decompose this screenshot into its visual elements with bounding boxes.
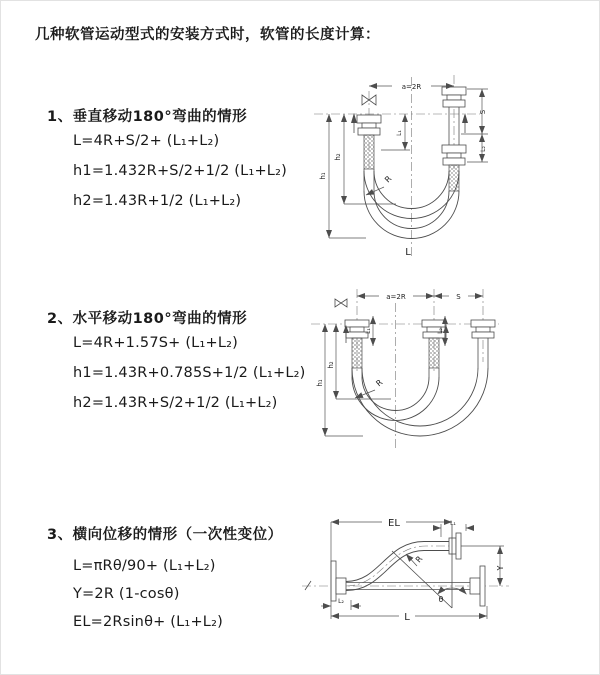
centerlines <box>311 289 499 449</box>
dim-label-l1: L₁ <box>365 328 372 334</box>
dim-label-h1: h₁ <box>319 172 327 180</box>
hose-u-bends <box>352 368 488 436</box>
section-3-formula-EL: EL=2Rsinθ+ (L₁+L₂) <box>73 614 223 630</box>
valve-icon <box>335 299 347 307</box>
dimensions <box>316 293 483 436</box>
diagram-horizontal-180-bend <box>299 277 599 467</box>
left-flange <box>331 561 346 601</box>
section-2-formula-h1: h1=1.43R+0.785S+1/2 (L₁+L₂) <box>73 365 306 381</box>
dim-label-l2: L₂ <box>480 146 487 152</box>
dim-label-a2r: a=2R <box>386 293 406 301</box>
diagram-lateral-displacement <box>294 499 599 654</box>
upper-flange <box>449 533 461 559</box>
dim-label-h2: h₂ <box>327 361 335 369</box>
section-1-formula-L: L=4R+S/2+ (L₁+L₂) <box>73 133 220 149</box>
dim-label-l2: L₂ <box>338 598 344 605</box>
page-title: 几种软管运动型式的安装方式时，软管的长度计算： <box>35 27 380 43</box>
left-fitting <box>357 115 381 191</box>
section-2-heading: 2、水平移动180°弯曲的情形 <box>47 311 248 327</box>
dim-label-l1: L₁ <box>450 520 456 527</box>
section-3-formula-Y: Y=2R (1-cosθ) <box>73 586 180 602</box>
dim-label-h1: h₁ <box>316 379 324 387</box>
section-1-formula-h1: h1=1.432R+S/2+1/2 (L₁+L₂) <box>73 163 287 179</box>
dim-label-s: S <box>456 293 461 301</box>
dim-label-s: S <box>479 109 487 115</box>
dim-label-l: L <box>405 247 411 258</box>
angle-construction <box>392 525 467 608</box>
dim-label-a2r: a=2R <box>401 83 422 91</box>
section-2-formula-h2: h2=1.43R+S/2+1/2 (L₁+L₂) <box>73 395 278 411</box>
dim-label-r: R <box>383 174 394 185</box>
dim-label-l1: L₁ <box>396 130 403 136</box>
section-1 <box>47 105 287 216</box>
dim-label-el: EL <box>388 518 400 529</box>
section-1-heading: 1、垂直移动180°弯曲的情形 <box>47 109 248 125</box>
dimensions <box>319 83 488 258</box>
dim-label-y: Y <box>496 565 505 571</box>
dim-label-l2: L₂ <box>437 328 444 334</box>
centerline-break <box>305 581 311 590</box>
section-2 <box>47 307 306 418</box>
dim-label-l: L <box>404 612 410 623</box>
hose-s-curve <box>346 542 449 591</box>
dim-label-theta: θ <box>438 595 444 604</box>
section-3-heading: 3、横向位移的情形（一次性变位） <box>47 527 283 543</box>
dim-label-r: R <box>374 377 385 389</box>
dim-label-r: R <box>413 554 425 565</box>
diagram-vertical-180-bend <box>304 61 594 266</box>
section-3-formula-L: L=πRθ/90+ (L₁+L₂) <box>73 558 216 574</box>
section-1-formula-h2: h2=1.43R+1/2 (L₁+L₂) <box>73 193 242 209</box>
dim-label-h2: h₂ <box>334 153 342 161</box>
section-2-formula-L: L=4R+1.57S+ (L₁+L₂) <box>73 335 238 351</box>
section-3 <box>47 523 283 636</box>
